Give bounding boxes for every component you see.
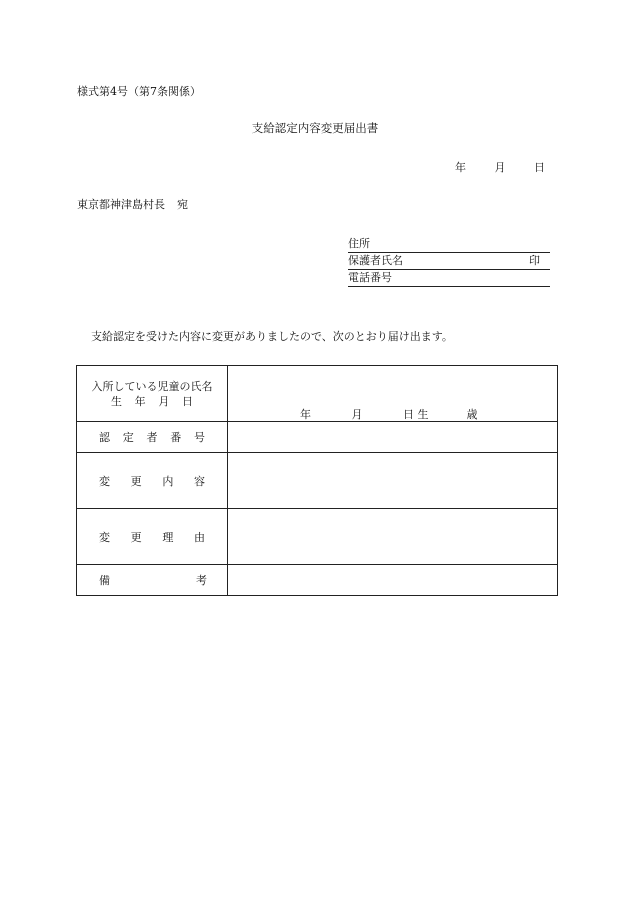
submission-date (455, 162, 545, 173)
change-content-label (77, 473, 227, 489)
phone-label: 電話番号 (348, 271, 392, 284)
label-char: 容 (193, 474, 205, 488)
label-char: 考 (196, 574, 207, 587)
label-char: 由 (193, 530, 205, 544)
label-char: 番 (170, 431, 182, 444)
cert-number-label-cell (77, 422, 228, 453)
cert-number-label (77, 429, 227, 445)
date-year-label: 年 (455, 161, 466, 174)
label-char: 理 (162, 530, 174, 544)
date-day-label: 日 (534, 161, 545, 174)
addressee-name: 東京都神津島村長 (77, 198, 165, 211)
label-char: 備 (99, 574, 110, 587)
change-content-label-cell (77, 453, 228, 509)
notes-label (77, 572, 227, 588)
change-reason-label-cell (77, 509, 228, 565)
label-char: 号 (194, 431, 205, 444)
statement-text: 支給認定を受けた内容に変更がありましたので、次のとおり届け出ます。 (91, 330, 453, 343)
guardian-name-label: 保護者氏名 (348, 254, 403, 267)
birthdate-fields (300, 406, 478, 422)
birthdate-label-char: 日 (181, 394, 193, 408)
birthdate-label-char: 月 (158, 394, 170, 408)
addressee-suffix: 宛 (177, 198, 188, 211)
age-label: 歳 (466, 408, 478, 421)
label-char: 者 (146, 431, 158, 444)
birthdate-label (77, 394, 227, 409)
label-char: 認 (99, 431, 110, 444)
guardian-name-field[interactable] (348, 253, 550, 270)
label-char: 更 (130, 474, 142, 488)
phone-field[interactable] (348, 270, 550, 287)
notes-value-cell[interactable] (228, 565, 558, 596)
label-char: 変 (99, 530, 110, 544)
change-content-row (77, 453, 558, 509)
notes-row (77, 565, 558, 596)
change-reason-value-cell[interactable] (228, 509, 558, 565)
label-char: 更 (130, 530, 142, 544)
child-label-cell (77, 366, 228, 422)
seal-label: 印 (529, 254, 540, 267)
form-number: 様式第4号（第7条関係） (77, 85, 201, 98)
child-row (77, 366, 558, 422)
label-char: 定 (122, 431, 134, 444)
label-char: 内 (162, 474, 174, 488)
addressee (77, 199, 188, 210)
birthdate-label-char: 生 (111, 394, 122, 408)
change-details-table (76, 365, 558, 596)
cert-number-row (77, 422, 558, 453)
change-reason-row (77, 509, 558, 565)
birth-day-born-label: 日 生 (403, 408, 429, 421)
child-name-label: 入所している児童の氏名 (91, 379, 213, 393)
address-field[interactable] (348, 236, 550, 253)
notes-label-cell (77, 565, 228, 596)
label-char: 変 (99, 474, 110, 488)
date-month-label: 月 (494, 161, 506, 174)
document-title: 支給認定内容変更届出書 (251, 121, 379, 135)
applicant-block (348, 236, 550, 287)
child-value-cell[interactable] (228, 366, 558, 422)
birth-year-label: 年 (300, 408, 311, 421)
cert-number-value-cell[interactable] (228, 422, 558, 453)
address-label: 住所 (348, 237, 370, 250)
birthdate-label-char: 年 (134, 394, 146, 408)
change-content-value-cell[interactable] (228, 453, 558, 509)
change-reason-label (77, 529, 227, 545)
birth-month-label: 月 (351, 408, 363, 421)
